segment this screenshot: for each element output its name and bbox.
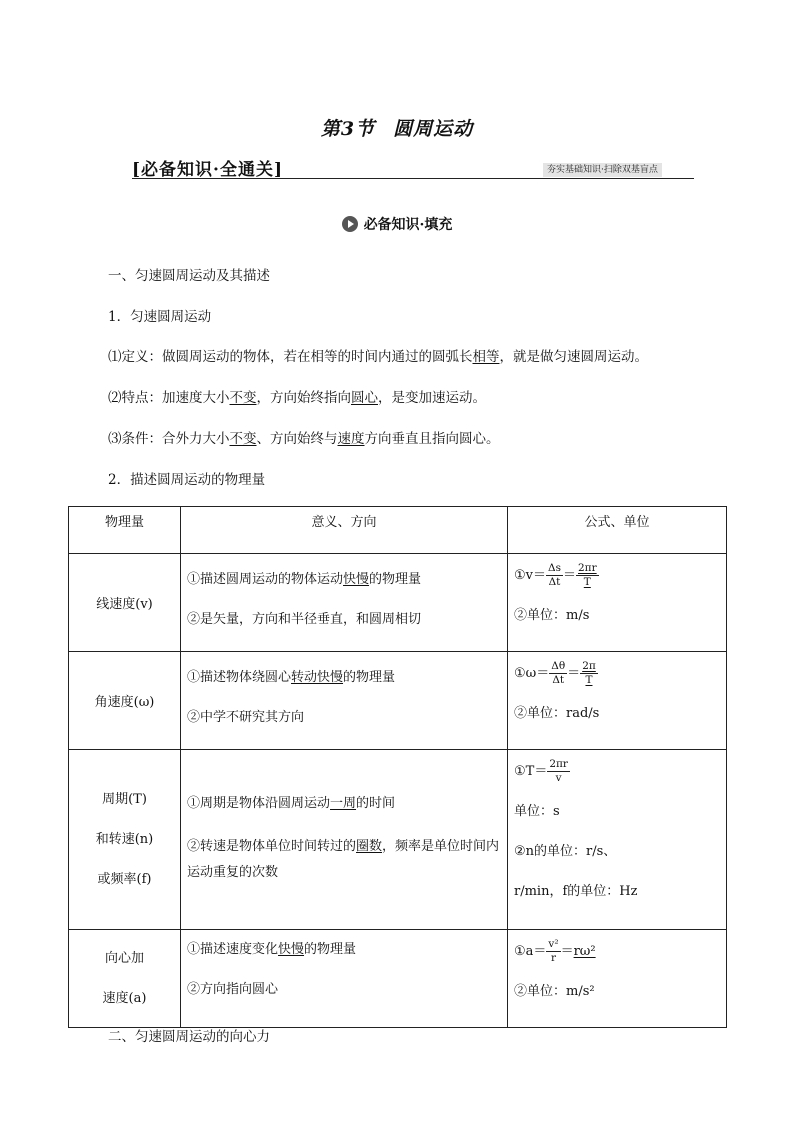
blank-answer: 转动快慢 [291, 670, 344, 685]
fraction-blank: $\frac{2\pi}{T}$ [582, 660, 596, 686]
blank-answer: 快慢 [343, 572, 370, 587]
section-topic: 圆周运动 [393, 118, 474, 140]
formula-cell: ①ω＝ $\frac{\Delta\theta}{\Delta t}$ ＝ $\frac{2\pi}{T}$ ②单位：rad/s [508, 652, 727, 750]
section-header-label: [必备知识·全通关] [132, 160, 284, 180]
quantities-table [68, 506, 727, 1028]
meaning-cell: ①描述物体绕圆心转动快慢的物理量 ②中学不研究其方向 [181, 652, 508, 750]
feature-paragraph: ⑵特点：加速度大小不变，方向始终指向圆心，是变加速运动。 [108, 390, 486, 406]
formula-cell: ①v＝ $\frac{\Delta s}{\Delta t}$ ＝ $\frac{2\pi r}{T}$ ②单位：m/s [508, 554, 727, 652]
fraction-blank: $\frac{2\pi r}{T}$ [578, 562, 597, 588]
section-header-badge: 夯实基础知识·扫除双基盲点 [543, 163, 662, 177]
blank-answer: 一周 [330, 795, 357, 811]
formula-cell: ①T＝ $\frac{2\pi r}{v}$ 单位：s ②n的单位：r/s、 r/min，f的单位：Hz [508, 750, 727, 930]
definition-paragraph: ⑴定义：做圆周运动的物体，若在相等的时间内通过的圆弧长相等，就是做匀速圆周运动。 [108, 349, 648, 365]
fraction: $\frac{\Delta\theta}{\Delta t}$ [551, 660, 566, 686]
blank-answer: 快慢 [278, 942, 305, 957]
blank-answer: 圆心 [351, 390, 378, 406]
table-row [69, 554, 727, 652]
blank-answer: 相等 [472, 349, 500, 365]
table-header-row [69, 507, 727, 554]
fraction: $\frac{\Delta s}{\Delta t}$ [548, 562, 561, 588]
play-icon [342, 216, 358, 232]
blank-answer: rω² [573, 944, 596, 959]
quantity-name: 向心加 速度(a) [69, 930, 181, 1028]
quantity-name: 周期(T) 和转速(n) 或频率(f) [69, 750, 181, 930]
blank-answer: 不变 [229, 431, 257, 447]
section-number: 第3节 [320, 118, 376, 140]
quantity-name: 角速度(ω) [69, 652, 181, 750]
blank-answer: 速度 [337, 431, 365, 447]
table-row [69, 930, 727, 1028]
meaning-cell: ①描述圆周运动的物体运动快慢的物理量 ②是矢量，方向和半径垂直，和圆周相切 [181, 554, 508, 652]
table-header-cell: 物理量 [69, 507, 181, 554]
table-row [69, 750, 727, 930]
quantity-name: 线速度(v) [69, 554, 181, 652]
table-header-cell: 公式、单位 [508, 507, 727, 554]
formula-cell: ①a＝ $\frac{\text{v²}}{r}$ ＝rω² ②单位：m/s² [508, 930, 727, 1028]
part1-heading: 一、匀速圆周运动及其描述 [108, 268, 270, 284]
table-header-cell: 意义、方向 [181, 507, 508, 554]
fraction: $\frac{\text{v²}}{r}$ [548, 938, 559, 964]
table-row [69, 652, 727, 750]
blank-answer: 不变 [229, 390, 257, 406]
fraction: $\frac{2\pi r}{v}$ [549, 758, 568, 784]
subheading-quantities: 2．描述圆周运动的物理量 [108, 472, 266, 488]
page-title [0, 114, 794, 141]
condition-paragraph: ⑶条件：合外力大小不变、方向始终与速度方向垂直且指向圆心。 [108, 431, 500, 447]
fill-heading-text: 必备知识·填充 [363, 217, 453, 233]
meaning-cell: ①描述速度变化快慢的物理量 ②方向指向圆心 [181, 930, 508, 1028]
blank-answer: 圈数 [356, 838, 383, 854]
subheading-uniform-motion: 1．匀速圆周运动 [108, 309, 212, 325]
fill-heading [0, 214, 794, 234]
meaning-cell: ①周期是物体沿圆周运动一周的时间 ②转速是物体单位时间转过的圈数，频率是单位时间内运动重复的次数 [181, 750, 508, 930]
section-header-rule [132, 178, 694, 179]
part2-heading: 二、匀速圆周运动的向心力 [108, 1029, 270, 1045]
